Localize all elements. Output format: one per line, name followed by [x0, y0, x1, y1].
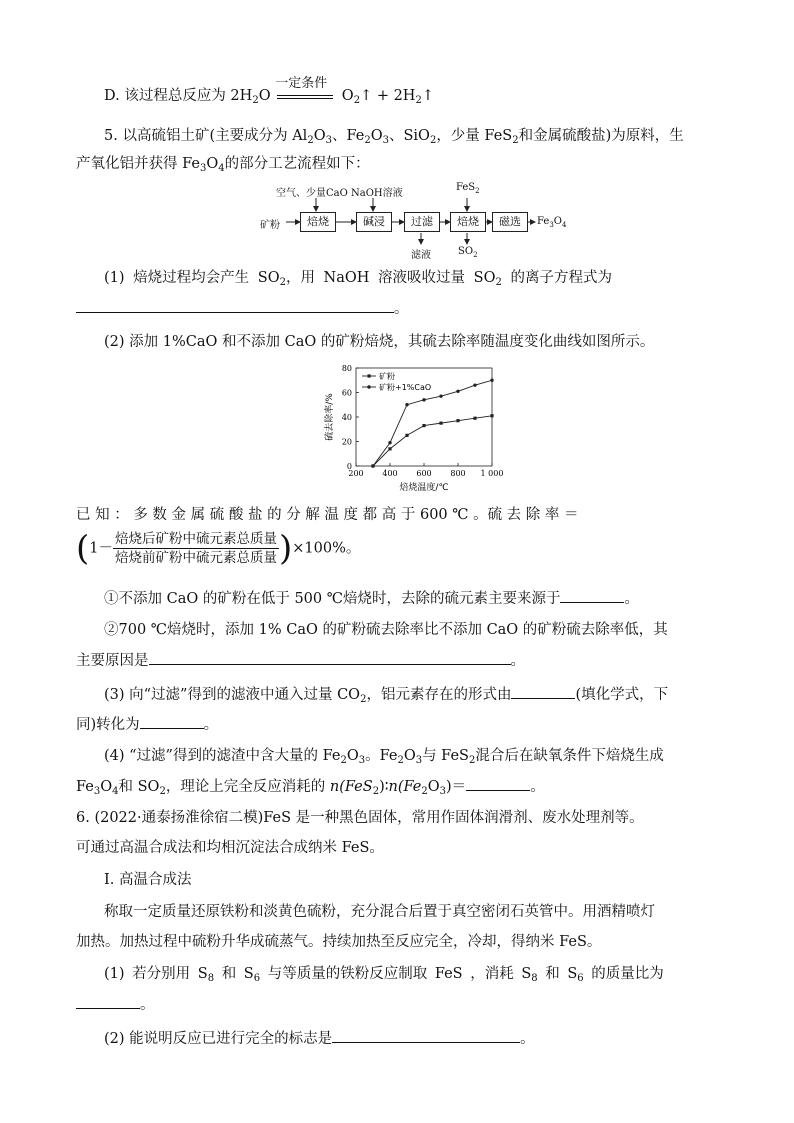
- y-tick-label: 60: [341, 388, 352, 398]
- data-point: [388, 441, 391, 444]
- q5-part2: (2) 添加 1%CaO 和不添加 CaO 的矿粉焙烧，其硫去除率随温度变化曲线如图所示。: [104, 334, 655, 350]
- data-point: [456, 390, 459, 393]
- q6-line1: 6. (2022·通泰扬淮徐宿二模)FeS 是一种黑色固体，常用作固体润滑剂、废水处理剂等。: [76, 810, 644, 826]
- q6-part2: (2) 能说明反应已进行完全的标志是 。: [104, 1028, 535, 1049]
- answer-blank[interactable]: [466, 776, 530, 791]
- x-tick-label: 600: [416, 469, 432, 478]
- legend-marker: [368, 374, 371, 377]
- data-point: [422, 424, 425, 427]
- q5-formula: (1－ $\frac{\text{焙烧后矿粉中硫元素总质量}}{\text{焙烧前矿粉中硫元素总质量}}$ )×100%。: [76, 528, 361, 569]
- flow-input1-label: 空气、少量CaO: [276, 188, 348, 199]
- q6-part1: (1) 若分别用 $S_8$ 和 $S_6$ 与等质量的铁粉反应制取 FeS ，消耗 $S_8$ 和 $S_6$ 的质量比为: [104, 966, 664, 984]
- data-point: [490, 379, 493, 382]
- q5-part3: (3) 向“过滤”得到的滤液中通入过量 $CO_2$，铝元素存在的形式由 (填化学式，下: [104, 684, 668, 710]
- answer-blank[interactable]: [140, 714, 204, 729]
- y-tick-label: 0: [346, 462, 352, 471]
- data-point: [388, 447, 391, 450]
- flow-step-filter: 过滤: [404, 212, 440, 232]
- flow-so2-label: $SO_2$: [458, 246, 478, 259]
- y-tick-label: 80: [341, 364, 352, 373]
- series-line-2: [373, 380, 492, 466]
- q5-part1: (1) 焙烧过程均会产生 $SO_2$，用 NaOH 溶液吸收过量 $SO_2$ 的离子方程式为: [104, 270, 612, 288]
- y-axis-label: 硫去除率/%: [325, 393, 335, 441]
- q5-c2b: 主要原因是 。: [76, 650, 525, 671]
- q5-c1: ①不添加 CaO 的矿粉在低于 500 ℃焙烧时，去除的硫元素主要来源于 。: [104, 588, 639, 609]
- fraction: $\frac{\text{焙烧后矿粉中硫元素总质量}}{\text{焙烧前矿粉中硫元素总质量}}$: [115, 531, 277, 566]
- q6-section-title: Ⅰ. 高温合成法: [104, 872, 192, 888]
- answer-blank[interactable]: [149, 650, 511, 665]
- data-point: [490, 414, 493, 417]
- q6-part1-answer: 。: [76, 994, 155, 1015]
- data-point: [371, 464, 374, 467]
- option-d: D. 该过程总反应为 $2H_2O$ 一定条件 $O_2↑$ + $2H_2↑$: [104, 76, 434, 106]
- q5-known: 已 知 ： 多 数 金 属 硫 酸 盐 的 分 解 温 度 都 高 于 600 ℃ 。硫 去 除 率 ＝: [76, 507, 579, 523]
- flow-input3-label: FeS$_2$: [456, 182, 480, 195]
- chart-svg: [322, 362, 512, 497]
- x-tick-label: 1 000: [480, 469, 504, 478]
- q5-part4b: $Fe_3O_4$和 $SO_2$，理论上完全反应消耗的 $n(FeS_2)∶n(Fe_2O_3)=$ 。: [76, 776, 545, 802]
- q5-part4: (4) “过滤”得到的滤渣中含大量的 $Fe_2O_3$。$Fe_2O_3$与 FeS$_2$混合后在缺氧条件下焙烧生成: [104, 748, 664, 766]
- legend-label: 矿粉: [379, 372, 395, 381]
- legend-marker: [367, 385, 370, 388]
- legend-label: 矿粉+1%CaO: [379, 383, 432, 392]
- answer-blank[interactable]: [560, 588, 624, 603]
- flow-step-roast1: 焙烧: [300, 212, 336, 232]
- x-axis-label: 焙烧温度/℃: [399, 483, 449, 493]
- data-point: [422, 398, 425, 401]
- q6-line2: 可通过高温合成法和均相沉淀法合成纳米 FeS。: [76, 840, 384, 856]
- x-tick-label: 800: [450, 469, 466, 478]
- answer-blank[interactable]: [76, 298, 394, 313]
- q5-line1: 5. 以高硫铝土矿(主要成分为 $Al_2O_3$、$Fe_2O_3$、SiO$_2$，少量 FeS$_2$和金属硫酸盐)为原料，生: [104, 128, 684, 146]
- flow-end-label: $Fe_3O_4$: [537, 216, 567, 229]
- answer-blank[interactable]: [76, 994, 140, 1009]
- data-point: [439, 394, 442, 397]
- flow-start-label: 矿粉: [260, 220, 280, 231]
- q5-part3b: 同)转化为 。: [76, 714, 218, 735]
- data-point: [405, 403, 408, 406]
- flow-step-magnetic: 磁选: [492, 212, 528, 232]
- flow-step-alkali-leach: 碱浸: [356, 212, 392, 232]
- answer-blank[interactable]: [511, 684, 575, 699]
- condition-arrow: 一定条件: [275, 86, 337, 106]
- data-point: [405, 434, 408, 437]
- data-point: [473, 417, 476, 420]
- flow-step-roast2: 焙烧: [450, 212, 486, 232]
- q6-para1: 称取一定质量还原铁粉和淡黄色硫粉，充分混合后置于真空密闭石英管中。用酒精喷灯: [104, 904, 655, 920]
- sulfur-removal-chart: [322, 362, 512, 497]
- y-tick-label: 20: [341, 437, 352, 447]
- data-point: [439, 422, 442, 425]
- flow-input2-label: NaOH溶液: [351, 188, 403, 199]
- answer-blank[interactable]: [332, 1028, 520, 1043]
- data-point: [456, 419, 459, 422]
- q5-part1-answer: 。: [76, 298, 409, 319]
- y-tick-label: 40: [341, 413, 352, 422]
- x-tick-label: 400: [382, 469, 398, 478]
- flow-filtrate-label: 滤液: [411, 250, 431, 261]
- q5-line2: 产氧化铝并获得 $Fe_3O_4$的部分工艺流程如下：: [76, 156, 370, 174]
- process-flow-diagram: [258, 180, 578, 260]
- q5-c2: ②700 ℃焙烧时，添加 1% CaO 的矿粉硫去除率比不添加 CaO 的矿粉硫去除率低，其: [104, 622, 668, 638]
- data-point: [473, 383, 476, 386]
- q6-para2: 加热。加热过程中硫粉升华成硫蒸气。持续加热至反应完全，冷却，得纳米 FeS。: [76, 934, 602, 950]
- x-tick-label: 200: [348, 469, 364, 478]
